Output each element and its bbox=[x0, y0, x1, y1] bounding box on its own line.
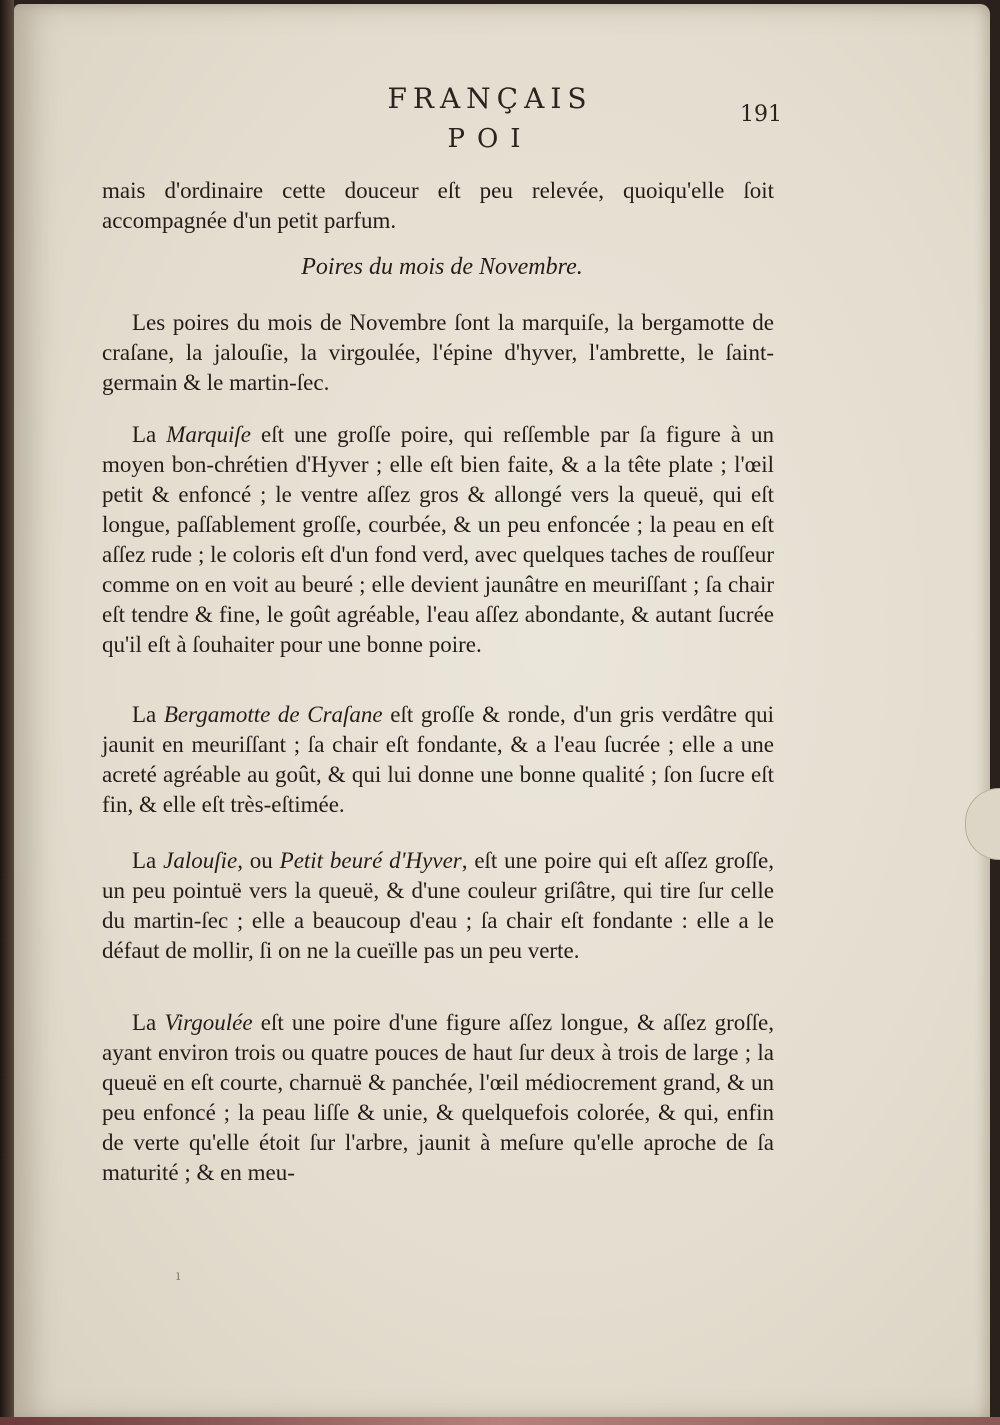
paragraph-text: eſt groſſe & ronde, d'un gris verdâtre qui jaunit en meuriſſant ; ſa chair eſt fondante, & a l'eau ſucrée ; elle a une acreté agréable au goût, & qui lui donne une bonne qualité ; ſon ſucre eſt fin, & elle eſt très-eſtimée. bbox=[102, 702, 774, 817]
edge-mark: · bbox=[2, 935, 6, 946]
paragraph-lead: La bbox=[132, 1010, 165, 1035]
binding-edge bbox=[0, 0, 14, 1425]
running-head-title: FRANÇAIS bbox=[387, 82, 593, 115]
paragraph-connector: , ou bbox=[237, 848, 280, 873]
paragraph-virgoulee bbox=[102, 1008, 774, 1188]
section-heading: Poires du mois de Novembre. bbox=[301, 254, 583, 280]
paragraph-lead: La bbox=[132, 422, 167, 447]
pear-alt-name: Petit beuré d'Hyver bbox=[279, 848, 462, 873]
edge-mark: · bbox=[2, 1150, 6, 1161]
edge-mark: · bbox=[2, 1070, 6, 1081]
paragraph-lead: La bbox=[132, 848, 164, 873]
running-head-subtitle: POI bbox=[447, 124, 533, 154]
pear-name: Jalouſie bbox=[163, 848, 238, 873]
edge-mark: · bbox=[2, 870, 6, 881]
paragraph-bergamotte bbox=[102, 700, 774, 820]
paragraph-text: Les poires du mois de Novembre ſont la marquiſe, la bergamotte de craſane, la jalouſie, la virgoulée, l'épine d'hyver, l'ambrette, le ſaint-germain & le martin-ſec. bbox=[102, 310, 774, 395]
paragraph-marquise bbox=[102, 420, 774, 660]
pear-name: Bergamotte de Craſane bbox=[163, 702, 383, 727]
pear-name: Marquiſe bbox=[166, 422, 251, 447]
pear-name: Virgoulée bbox=[164, 1010, 253, 1035]
intro-paragraph bbox=[102, 176, 774, 236]
paragraph-text: , eſt une poire qui eſt aſſez groſſe, un peu pointuë vers la queuë, & d'une couleur griſâtre, qui tire ſur celle du martin-ſec ; elle a beaucoup d'eau ; ſa chair eſt fondante : elle a le défaut de mollir, ſi on ne la cueïlle pas un peu verte. bbox=[102, 848, 775, 963]
page-bottom-edge bbox=[0, 1417, 1000, 1425]
page-number: 191 bbox=[740, 102, 782, 127]
paragraph-jalousie bbox=[102, 846, 774, 966]
paragraph-lead: La bbox=[132, 702, 164, 727]
paragraph-list-of-pears bbox=[102, 308, 774, 398]
intro-text: mais d'ordinaire cette douceur eſt peu relevée, quoiqu'elle ſoit accompagnée d'un petit parfum. bbox=[102, 178, 774, 233]
paragraph-text: eſt une poire d'une figure aſſez longue, & aſſez groſſe, ayant environ trois ou quatre pouces de haut ſur deux à trois de large ; la queuë en eſt courte, charnuë & panchée, l'œil médiocrement grand, & un peu enfoncé ; la peau liſſe & unie, & quelquefois colorée, & qui, enfin de verte qu'elle étoit ſur l'arbre, jaunit à meſure qu'elle aproche de ſa maturité ; & en meu- bbox=[102, 1010, 774, 1185]
paragraph-text: eſt une groſſe poire, qui reſſemble par ſa figure à un moyen bon-chrétien d'Hyver ; elle eſt bien faite, & a la tête plate ; l'œil petit & enfoncé ; le ventre aſſez gros & allongé vers la queuë, qui eſt longue, paſſablement groſſe, courbée, & un peu enfoncée ; la peau en eſt aſſez rude ; le coloris eſt d'un fond verd, avec quelques taches de rouſſeur comme on en voit au beuré ; elle devient jaunâtre en meuriſſant ; ſa chair eſt tendre & fine, le goût agréable, l'eau aſſez abondante, & autant ſucrée qu'il eſt à ſouhaiter pour une bonne poire. bbox=[102, 422, 774, 657]
page-speck: ı bbox=[176, 1268, 181, 1284]
